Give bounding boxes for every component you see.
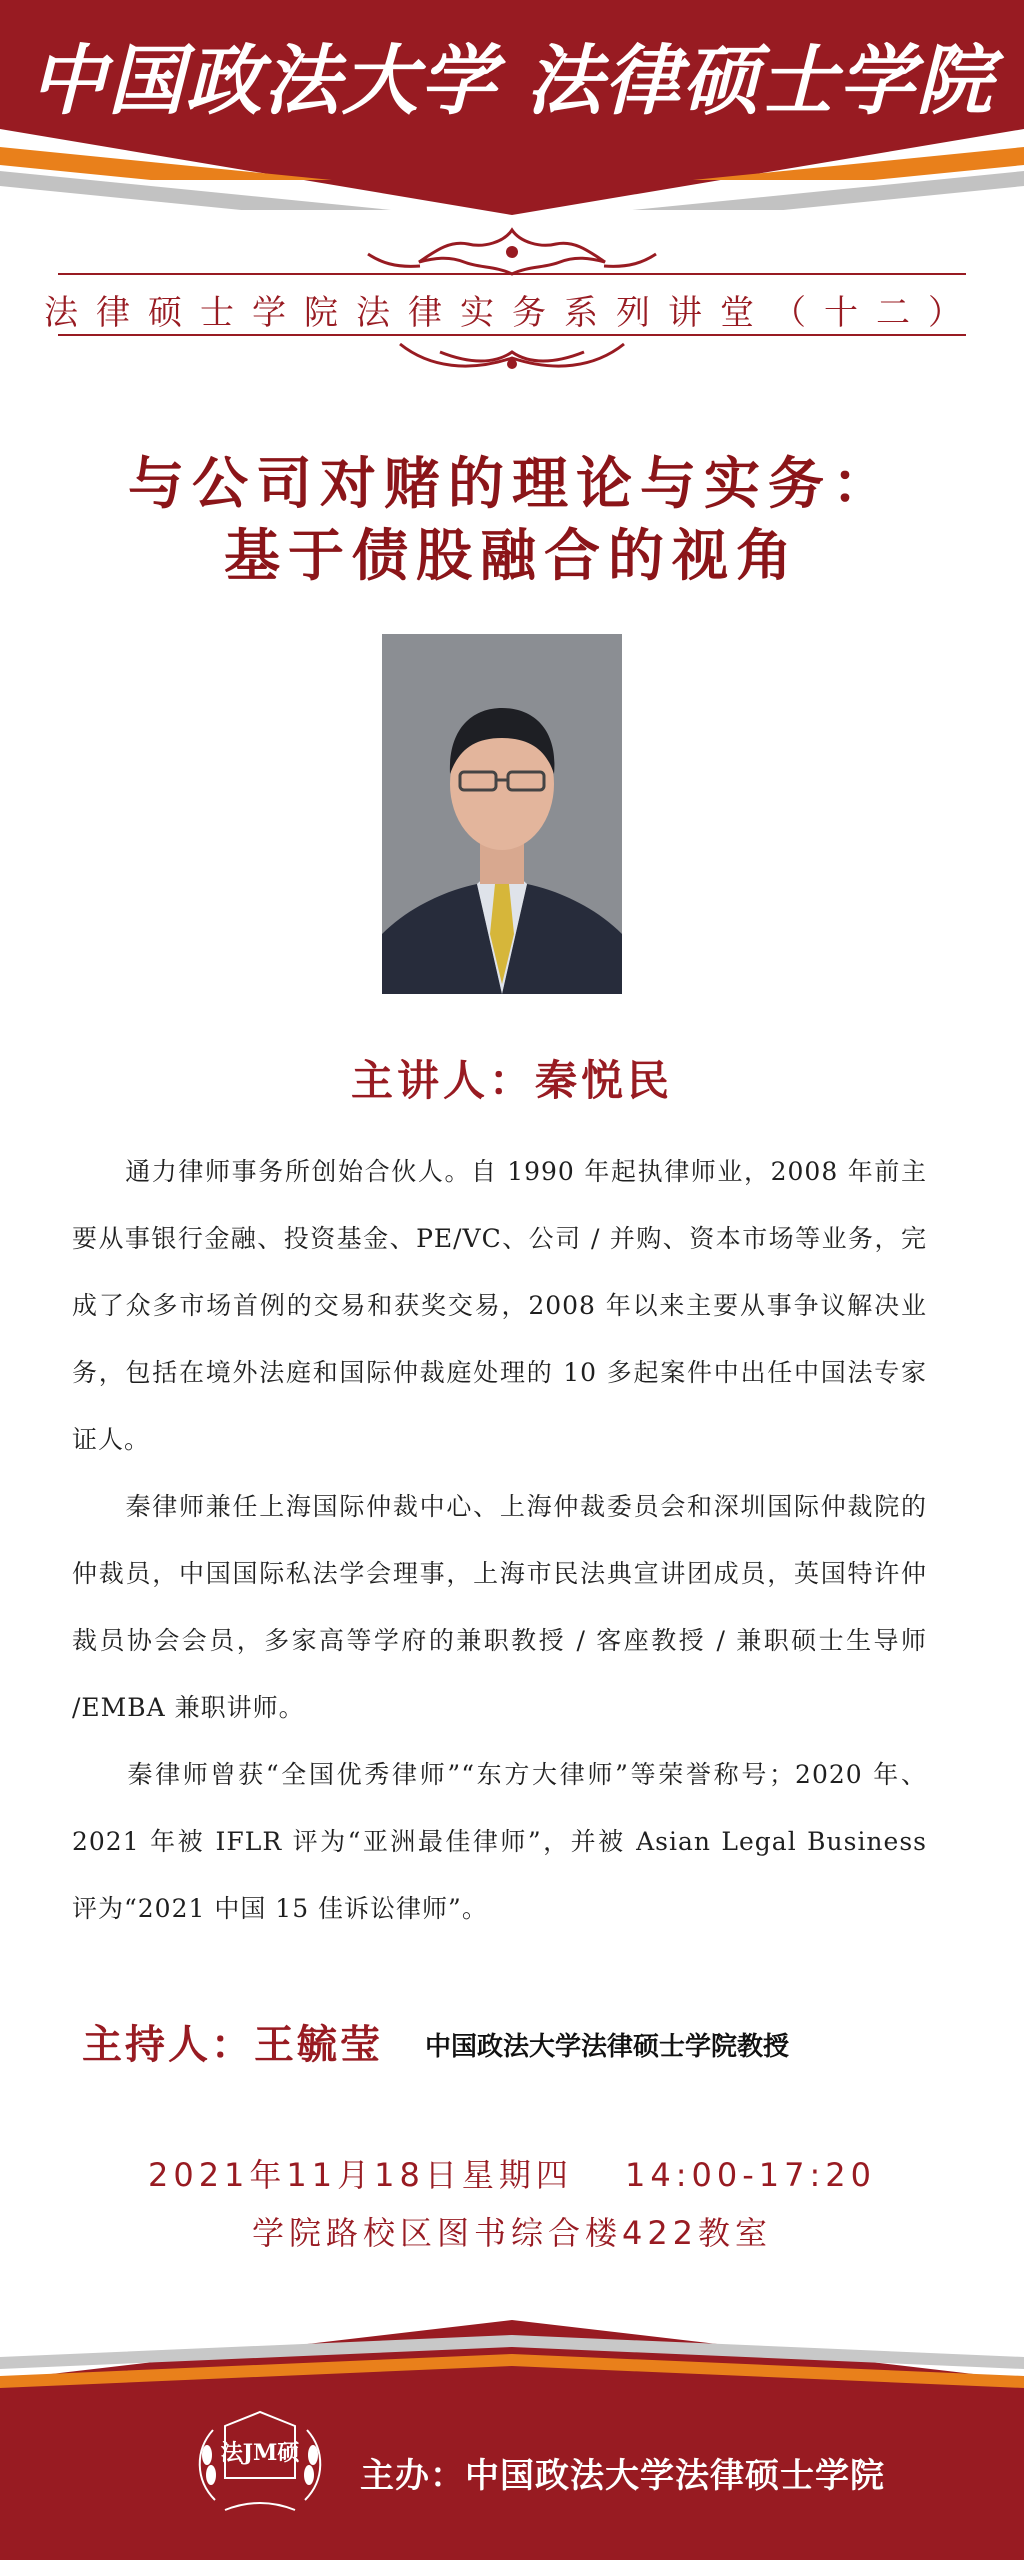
top-ornament-icon — [0, 222, 1024, 278]
host-description: 中国政法大学法律硕士学院教授 — [425, 2032, 790, 2062]
school-logo-icon — [185, 2400, 335, 2540]
series-bottom-line — [58, 334, 966, 336]
series-label: 法律硕士学院法律实务系列讲堂（十二） — [44, 293, 980, 333]
event-venue: 学院路校区图书综合楼422教室 — [251, 2214, 773, 2252]
host-name: 主持人：王毓莹 — [82, 2022, 383, 2068]
bio-paragraph-3: 秦律师曾获“全国优秀律师”“东方大律师”等荣誉称号；2020 年、2021 年被 IFLR 评为“亚洲最佳律师”，并被 Asian Legal Business 评为“2021 中国 15 佳诉讼律师”。 — [72, 1760, 927, 1923]
lecture-title-line1: 与公司对赌的理论与实务： — [128, 452, 896, 517]
svg-text:法JM硕: 法JM硕 — [220, 2440, 300, 2466]
lecture-title-line2: 基于债股融合的视角 — [224, 524, 800, 589]
bio-paragraph-2: 秦律师兼任上海国际仲裁中心、上海仲裁委员会和深圳国际仲裁院的仲裁员，中国国际私法学会理事，上海市民法典宣讲团成员，英国特许仲裁员协会会员，多家高等学府的兼职教授 / 客座教授 / 兼职硕士生导师 /EMBA 兼职讲师。 — [72, 1492, 927, 1722]
bottom-ornament-icon — [0, 338, 1024, 376]
organizer-label: 主办：中国政法大学法律硕士学院 — [360, 2456, 885, 2496]
event-datetime: 2021年11月18日星期四 14:00-17:20 — [147, 2156, 877, 2194]
speaker-name: 主讲人：秦悦民 — [350, 1056, 673, 1105]
school-title: 中国政法大学 法律硕士学院 — [29, 36, 995, 125]
bio-paragraph-1: 通力律师事务所创始合伙人。自 1990 年起执律师业，2008 年前主要从事银行金融、投资基金、PE/VC、公司 / 并购、资本市场等业务，完成了众多市场首例的交易和获奖交易，2008 年以来主要从事争议解决业务，包括在境外法庭和国际仲裁庭处理的 10 多起案件中出任中国法专家证人。 — [72, 1157, 927, 1454]
series-top-line — [58, 273, 966, 275]
speaker-photo — [382, 634, 622, 994]
